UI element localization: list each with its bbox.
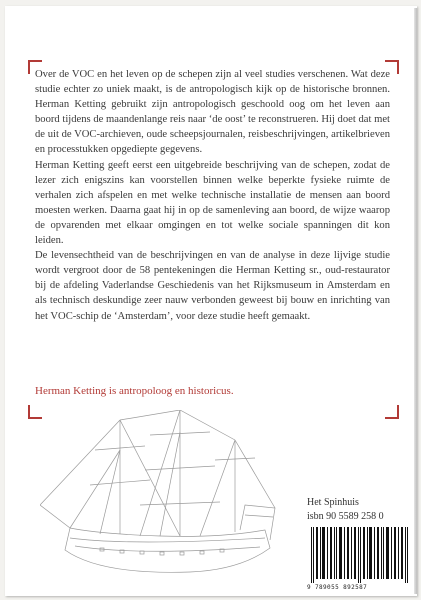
author-tagline: Herman Ketting is antropoloog en historicus. [35, 385, 234, 397]
barcode-digits: 9 789055 892587 [307, 584, 368, 591]
blurb-text [35, 67, 390, 324]
ship-drawing-illustration [40, 410, 300, 590]
book-page-edge [414, 8, 417, 594]
frame-corner-bottom-right [385, 405, 399, 419]
barcode-image [307, 525, 412, 583]
publisher-info [307, 496, 412, 524]
blurb-paragraph-2: Herman Ketting geeft eerst een uitgebreide beschrijving van de schepen, zodat de lezer zich enigszins kan voorstellen binnen welke beperkte fysieke ruimte de verhalen zich afspelen en met welke technische installatie de mensen aan boord moesten werken. Daarna gaat hij in op de samenleving aan boord, de wijze waarop de opvarenden met elkaar omgingen en tot welke sociale spanningen dit kon leiden. [35, 159, 390, 247]
publisher-name: Het Spinhuis [307, 497, 359, 508]
blurb-paragraph-3: De levensechtheid van de beschrijvingen en van de analyse in deze lijvige studie wordt vergroot door de 58 pentekeningen die Herman Ketting sr., oud-restaurator bij de afdeling Vaderlandse Geschiedenis van het Rijksmuseum in Amsterdam en als technisch deskundige zeer nauw verbonden geweest bij bouw en inrichting van het VOC-schip de ‘Amsterdam’, voor deze studie heeft gemaakt. [35, 250, 390, 322]
blurb-paragraph-1: Over de VOC en het leven op de schepen zijn al veel studies verschenen. Wat deze studie echter zo uniek maakt, is de antropologisch kijk op de historische bronnen. Herman Ketting gebruikt zijn antropologisch geschoold oog om het leven aan boord tijdens de maandenlange reis naar ‘de oost’ te reconstrueren. Hij doet dat met de uit de VOC-archieven, oude scheepsjournalen, reisbeschrijvingen, artikelbrieven en processtukken opgediepte gegevens. [35, 69, 390, 156]
isbn-text: isbn 90 5589 258 0 [307, 511, 384, 522]
